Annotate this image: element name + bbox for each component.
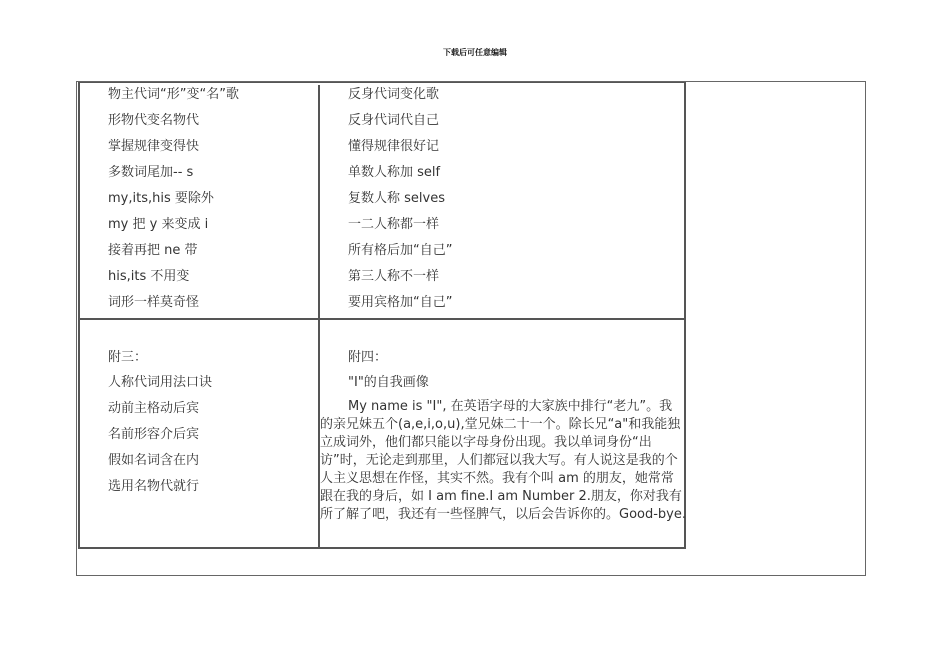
self-portrait-paragraph [320, 398, 686, 524]
left-top-line: 形物代变名物代 [108, 113, 200, 128]
right-top-line: 一二人称都一样 [348, 217, 440, 232]
right-top-line: 复数人称 selves [348, 191, 445, 206]
paragraph-body: 的亲兄妹五个(a,e,i,o,u),堂兄妹二十一个。除长兄“a"和我能独立成词外，他们都只能以字母身份出现。我以单词身份“出访”时，无论走到那里，人们都冠以我大写。有人说这是我的个人主义思想在作怪，其实不然。我有个叫 am 的朋友，她常常跟在我的身后，如 I am fine.I am Number 2.朋友，你对我有所了解了吧，我还有一些怪脾气，以后会告诉你的。Good-bye. [320, 417, 686, 522]
left-bottom-line: 选用名物代就行 [108, 479, 200, 494]
right-top-line: 所有格后加“自己” [348, 243, 453, 258]
left-top-line: 物主代词“形”变“名”歌 [108, 87, 239, 102]
right-top-line: 懂得规律很好记 [348, 139, 440, 154]
page-header-note: 下载后可任意编辑 [443, 48, 507, 57]
left-bottom-line: 名前形容介后宾 [108, 427, 200, 442]
left-top-line: my 把 y 来变成 i [108, 217, 209, 232]
left-top-line: 掌握规律变得快 [108, 139, 200, 154]
left-top-line: 多数词尾加-- s [108, 165, 194, 180]
left-top-line: 接着再把 ne 带 [108, 243, 198, 258]
left-top-line: his,its 不用变 [108, 269, 190, 284]
right-top-line: 单数人称加 self [348, 165, 441, 180]
left-top-line: 词形一样莫奇怪 [108, 295, 200, 310]
appendix-three-title: 附三： [108, 350, 148, 365]
right-top-line: 反身代词代自己 [348, 113, 440, 128]
left-top-line: my,its,his 要除外 [108, 191, 214, 206]
paragraph-first-line: My name is "I", 在英语字母的大家族中排行“老九”。我 [348, 399, 673, 414]
left-bottom-line: 动前主格动后宾 [108, 401, 200, 416]
right-top-line: 要用宾格加“自己” [348, 295, 453, 310]
appendix-four-subtitle: "I"的自我画像 [348, 375, 429, 390]
left-bottom-line: 人称代词用法口诀 [108, 375, 213, 390]
row-divider [80, 318, 685, 320]
right-top-line: 反身代词变化歌 [348, 87, 440, 102]
left-bottom-line: 假如名词含在内 [108, 453, 200, 468]
right-top-line: 第三人称不一样 [348, 269, 440, 284]
appendix-four-title: 附四： [348, 350, 388, 365]
